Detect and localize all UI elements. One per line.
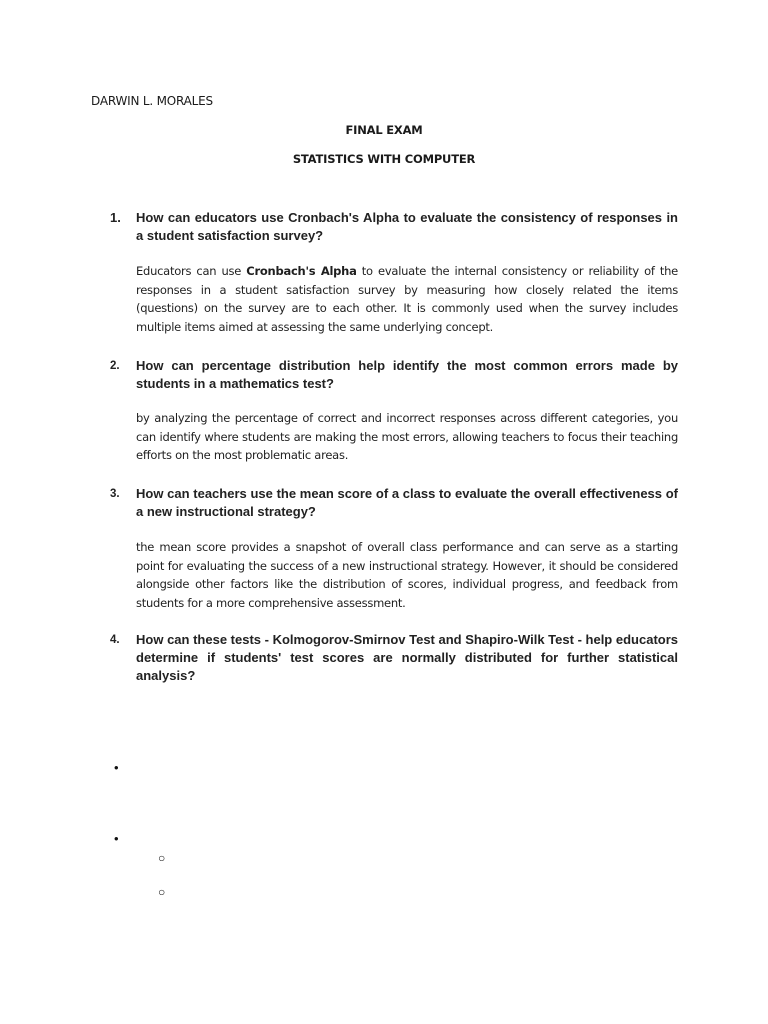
answer-3: the mean score provides a snapshot of overall class performance and can serve as a starting point for evaluating the success of a new instructional strategy. However, it should be considered alongside other factors like the distribution of scores, individual progress, and feedback from students for a more comprehensive assessment. bbox=[136, 540, 678, 610]
course-title: STATISTICS WITH COMPUTER bbox=[292, 152, 476, 166]
question-3 bbox=[110, 485, 678, 521]
answer-1 bbox=[136, 262, 678, 336]
question-number: 1. bbox=[110, 210, 121, 225]
sub-bullet-point: ○ bbox=[158, 851, 166, 865]
bullet-point: • bbox=[114, 760, 119, 775]
bullet-point: • bbox=[114, 831, 119, 846]
answer-text: Educators can use bbox=[136, 264, 247, 278]
author-name: DARWIN L. MORALES bbox=[91, 94, 213, 108]
question-text: How can percentage distribution help identify the most common errors made by students in a mathematics test? bbox=[136, 358, 678, 391]
question-1 bbox=[110, 209, 678, 245]
answer-text: to evaluate the internal consistency or reliability of the responses in a student satisfaction survey by measuring how closely related the items (questions) on the survey are to each other. It is commonly used when the survey includes multiple items aimed at assessing the same underlying concept. bbox=[136, 264, 678, 334]
sub-bullet-point: ○ bbox=[158, 885, 166, 899]
question-4 bbox=[110, 631, 678, 685]
question-2 bbox=[110, 357, 678, 393]
answer-2: by analyzing the percentage of correct and incorrect responses across different categories, you can identify where students are making the most errors, allowing teachers to focus their teaching efforts on the most problematic areas. bbox=[136, 411, 678, 463]
exam-title: FINAL EXAM bbox=[345, 123, 423, 137]
question-number: 2. bbox=[110, 360, 120, 372]
question-text: How can teachers use the mean score of a class to evaluate the overall effectiveness of a new instructional strategy? bbox=[136, 486, 678, 519]
question-number: 4. bbox=[110, 634, 120, 646]
answer-bold-term: Cronbach's Alpha bbox=[246, 264, 357, 278]
question-number: 3. bbox=[110, 488, 120, 500]
question-text: How can these tests - Kolmogorov-Smirnov Test and Shapiro-Wilk Test - help educators determine if students' test scores are normally distributed for further statistical analysis? bbox=[136, 632, 678, 683]
question-text: How can educators use Cronbach's Alpha to evaluate the consistency of responses in a student satisfaction survey? bbox=[136, 210, 678, 243]
